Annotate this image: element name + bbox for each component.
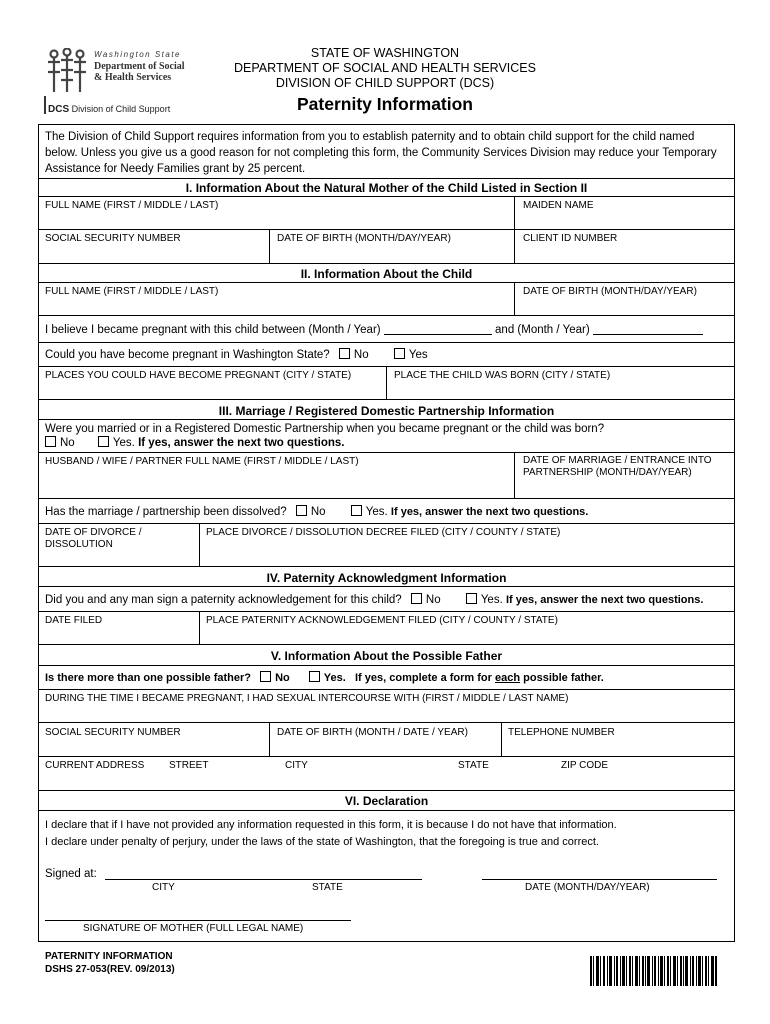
divider xyxy=(39,611,734,612)
wa-yes-label: Yes xyxy=(408,349,428,361)
wa-yes-checkbox[interactable] xyxy=(394,348,405,359)
ack-if-yes-note: If yes, answer the next two questions. xyxy=(505,594,704,606)
married-question: Were you married or in a Registered Domestic Partnership when you became pregnant or the child was born? xyxy=(45,423,605,435)
wa-pregnant-row xyxy=(45,348,428,361)
ack-yes-checkbox[interactable] xyxy=(466,593,477,604)
declaration-line-1: I declare that if I have not provided any information requested in this form, it is because I do not have that information. xyxy=(45,819,617,831)
logo-dcs xyxy=(48,104,170,115)
mother-client-id-field[interactable]: CLIENT ID NUMBER xyxy=(523,233,618,244)
and-month-label: and (Month / Year) xyxy=(495,324,590,336)
wa-no-label: No xyxy=(353,349,369,361)
marriage-date-label-1: DATE OF MARRIAGE / ENTRANCE INTO xyxy=(523,455,712,466)
mother-full-name-field[interactable]: FULL NAME (FIRST / MIDDLE / LAST) xyxy=(45,200,219,211)
possible-father-question: Is there more than one possible father? xyxy=(45,672,251,684)
divider xyxy=(39,689,734,690)
dissolved-yes-label: Yes. xyxy=(365,506,388,518)
declaration-line-2: I declare under penalty of perjury, under the laws of the state of Washington, that the foregoing is true and correct. xyxy=(45,836,599,848)
logo-dcs-abbr: DCS xyxy=(48,104,70,115)
ack-no-checkbox[interactable] xyxy=(411,593,422,604)
divider xyxy=(269,722,270,756)
signed-date-label: DATE (MONTH/DAY/YEAR) xyxy=(525,882,650,893)
divider xyxy=(199,523,200,566)
marriage-date-label-2: PARTNERSHIP (MONTH/DAY/YEAR) xyxy=(523,467,692,478)
father-yes-label: Yes. xyxy=(323,672,346,684)
header-state: STATE OF WASHINGTON xyxy=(310,46,460,60)
signed-at-input[interactable] xyxy=(105,879,422,880)
divider xyxy=(514,229,515,263)
signed-state-label: STATE xyxy=(312,882,343,893)
married-if-yes-note: If yes, answer the next two questions. xyxy=(138,437,345,449)
wa-no-checkbox[interactable] xyxy=(339,348,350,359)
barcode-icon xyxy=(590,956,718,986)
wa-pregnant-question: Could you have become pregnant in Washington State? xyxy=(45,349,330,361)
dissolved-question: Has the marriage / partnership been dissolved? xyxy=(45,506,287,518)
divider xyxy=(39,722,734,723)
divider xyxy=(39,315,734,316)
footer-form-name: PATERNITY INFORMATION xyxy=(45,951,173,962)
divider xyxy=(39,566,734,567)
father-no-checkbox[interactable] xyxy=(260,671,271,682)
signed-city-label: CITY xyxy=(152,882,175,893)
father-city-label: CITY xyxy=(285,760,308,771)
divider xyxy=(39,756,734,757)
mother-dob-field[interactable]: DATE OF BIRTH (MONTH/DAY/YEAR) xyxy=(277,233,451,244)
marriage-date-field[interactable] xyxy=(523,455,712,479)
pregnancy-period-row xyxy=(45,324,703,336)
father-note-each: each xyxy=(495,672,521,684)
divider xyxy=(39,665,734,666)
start-month-year-input[interactable] xyxy=(384,334,492,335)
page-title: Paternity Information xyxy=(297,94,473,114)
child-dob-field[interactable]: DATE OF BIRTH (MONTH/DAY/YEAR) xyxy=(523,286,697,297)
signed-date-input[interactable] xyxy=(482,879,717,880)
header xyxy=(190,46,580,112)
married-no-checkbox[interactable] xyxy=(45,436,56,447)
divider xyxy=(39,523,734,524)
divider xyxy=(514,452,515,498)
father-state-label: STATE xyxy=(458,760,489,771)
child-birthplace-field[interactable]: PLACE THE CHILD WAS BORN (CITY / STATE) xyxy=(394,370,611,381)
married-yes-label: Yes. xyxy=(112,437,135,449)
divider xyxy=(39,586,734,587)
divider xyxy=(269,229,270,263)
logo-dept-line1: Department of Social xyxy=(94,61,185,72)
divider xyxy=(39,452,734,453)
signature-input[interactable] xyxy=(45,920,351,921)
ack-place-filed-field[interactable]: PLACE PATERNITY ACKNOWLEDGEMENT FILED (CITY / COUNTY / STATE) xyxy=(206,615,558,626)
acknowledgement-question: Did you and any man sign a paternity acknowledgement for this child? xyxy=(45,594,402,606)
divider xyxy=(514,196,515,229)
places-pregnant-field[interactable]: PLACES YOU COULD HAVE BECOME PREGNANT (CITY / STATE) xyxy=(45,370,352,381)
mother-maiden-name-field[interactable]: MAIDEN NAME xyxy=(523,200,594,211)
divider xyxy=(39,419,734,420)
father-no-label: No xyxy=(275,672,290,684)
decree-place-field[interactable]: PLACE DIVORCE / DISSOLUTION DECREE FILED (CITY / COUNTY / STATE) xyxy=(206,527,561,538)
father-street-label: STREET xyxy=(169,760,209,771)
father-note-a: If yes, complete a form for xyxy=(355,672,492,684)
divider xyxy=(39,196,734,197)
dissolved-no-label: No xyxy=(310,506,326,518)
logo-dept-line2: & Health Services xyxy=(94,72,172,83)
married-no-label: No xyxy=(60,437,75,449)
dissolved-if-yes-note: If yes, answer the next two questions. xyxy=(390,506,589,518)
divorce-date-label-1: DATE OF DIVORCE / xyxy=(45,527,142,538)
signed-at-label: Signed at: xyxy=(45,868,97,880)
father-phone-field[interactable]: TELEPHONE NUMBER xyxy=(508,727,615,738)
section-6-title: VI. Declaration xyxy=(344,794,429,808)
dissolved-no-checkbox[interactable] xyxy=(296,505,307,516)
partner-name-field[interactable]: HUSBAND / WIFE / PARTNER FULL NAME (FIRST / MIDDLE / LAST) xyxy=(45,456,359,467)
father-zip-label: ZIP CODE xyxy=(561,760,609,771)
divider xyxy=(39,644,734,645)
ack-date-filed-field[interactable]: DATE FILED xyxy=(45,615,103,626)
divider xyxy=(39,498,734,499)
divider xyxy=(39,263,734,264)
divider xyxy=(39,399,734,400)
header-division: DIVISION OF CHILD SUPPORT (DCS) xyxy=(275,76,495,90)
header-department: DEPARTMENT OF SOCIAL AND HEALTH SERVICES xyxy=(234,61,536,75)
ack-no-label: No xyxy=(425,594,441,606)
father-dob-field[interactable]: DATE OF BIRTH (MONTH / DATE / YEAR) xyxy=(277,727,468,738)
logo-state: Washington State xyxy=(94,50,182,59)
signature-label: SIGNATURE OF MOTHER (FULL LEGAL NAME) xyxy=(83,923,304,934)
father-note-b: possible father. xyxy=(523,672,604,684)
mother-ssn-field[interactable]: SOCIAL SECURITY NUMBER xyxy=(45,233,181,244)
divider xyxy=(39,229,734,230)
dshs-logo xyxy=(42,46,192,118)
divider xyxy=(386,366,387,399)
logo-dcs-name: Division of Child Support xyxy=(71,104,171,114)
logo-dept xyxy=(94,61,185,83)
paternity-form xyxy=(38,124,735,942)
divider xyxy=(39,790,734,791)
dissolved-row xyxy=(45,505,588,518)
dissolved-yes-checkbox[interactable] xyxy=(351,505,362,516)
divorce-date-field[interactable] xyxy=(45,527,142,551)
people-logo-icon xyxy=(44,48,90,94)
father-yes-checkbox[interactable] xyxy=(309,671,320,682)
divorce-date-label-2: DISSOLUTION xyxy=(45,539,113,550)
father-ssn-field[interactable]: SOCIAL SECURITY NUMBER xyxy=(45,727,181,738)
divider xyxy=(514,282,515,315)
pregnant-between-label: I believe I became pregnant with this child between (Month / Year) xyxy=(45,324,381,336)
section-4-title: IV. Paternity Acknowledgment Information xyxy=(266,571,507,585)
married-options-row xyxy=(39,436,345,449)
form-footer xyxy=(45,950,175,976)
divider xyxy=(39,282,734,283)
section-5-title: V. Information About the Possible Father xyxy=(270,649,503,663)
child-full-name-field[interactable]: FULL NAME (FIRST / MIDDLE / LAST) xyxy=(45,286,219,297)
possible-father-row xyxy=(45,671,604,684)
section-3-title: III. Marriage / Registered Domestic Partnership Information xyxy=(218,404,555,418)
divider xyxy=(501,722,502,756)
intro-text: The Division of Child Support requires information from you to establish paternity and to obtain child support for the child named below. Unless you give us a good reason for not completing this form, the Community Services Division may reduce your Temporary Assistance for Needy Families grant by 25 percent. xyxy=(45,131,717,175)
father-name-field[interactable]: DURING THE TIME I BECAME PREGNANT, I HAD SEXUAL INTERCOURSE WITH (FIRST / MIDDLE / LAST NAME) xyxy=(45,693,569,704)
divider xyxy=(39,810,734,811)
divider xyxy=(39,342,734,343)
end-month-year-input[interactable] xyxy=(593,334,703,335)
divider xyxy=(39,178,734,179)
section-2-title: II. Information About the Child xyxy=(300,267,473,281)
ack-yes-label: Yes. xyxy=(480,594,503,606)
father-address-field[interactable]: CURRENT ADDRESS xyxy=(45,760,145,771)
section-1-title: I. Information About the Natural Mother of the Child Listed in Section II xyxy=(185,181,588,195)
married-yes-checkbox[interactable] xyxy=(98,436,109,447)
divider xyxy=(199,611,200,644)
footer-form-number: DSHS 27-053(REV. 09/2013) xyxy=(45,964,175,975)
acknowledgement-row xyxy=(45,593,703,606)
